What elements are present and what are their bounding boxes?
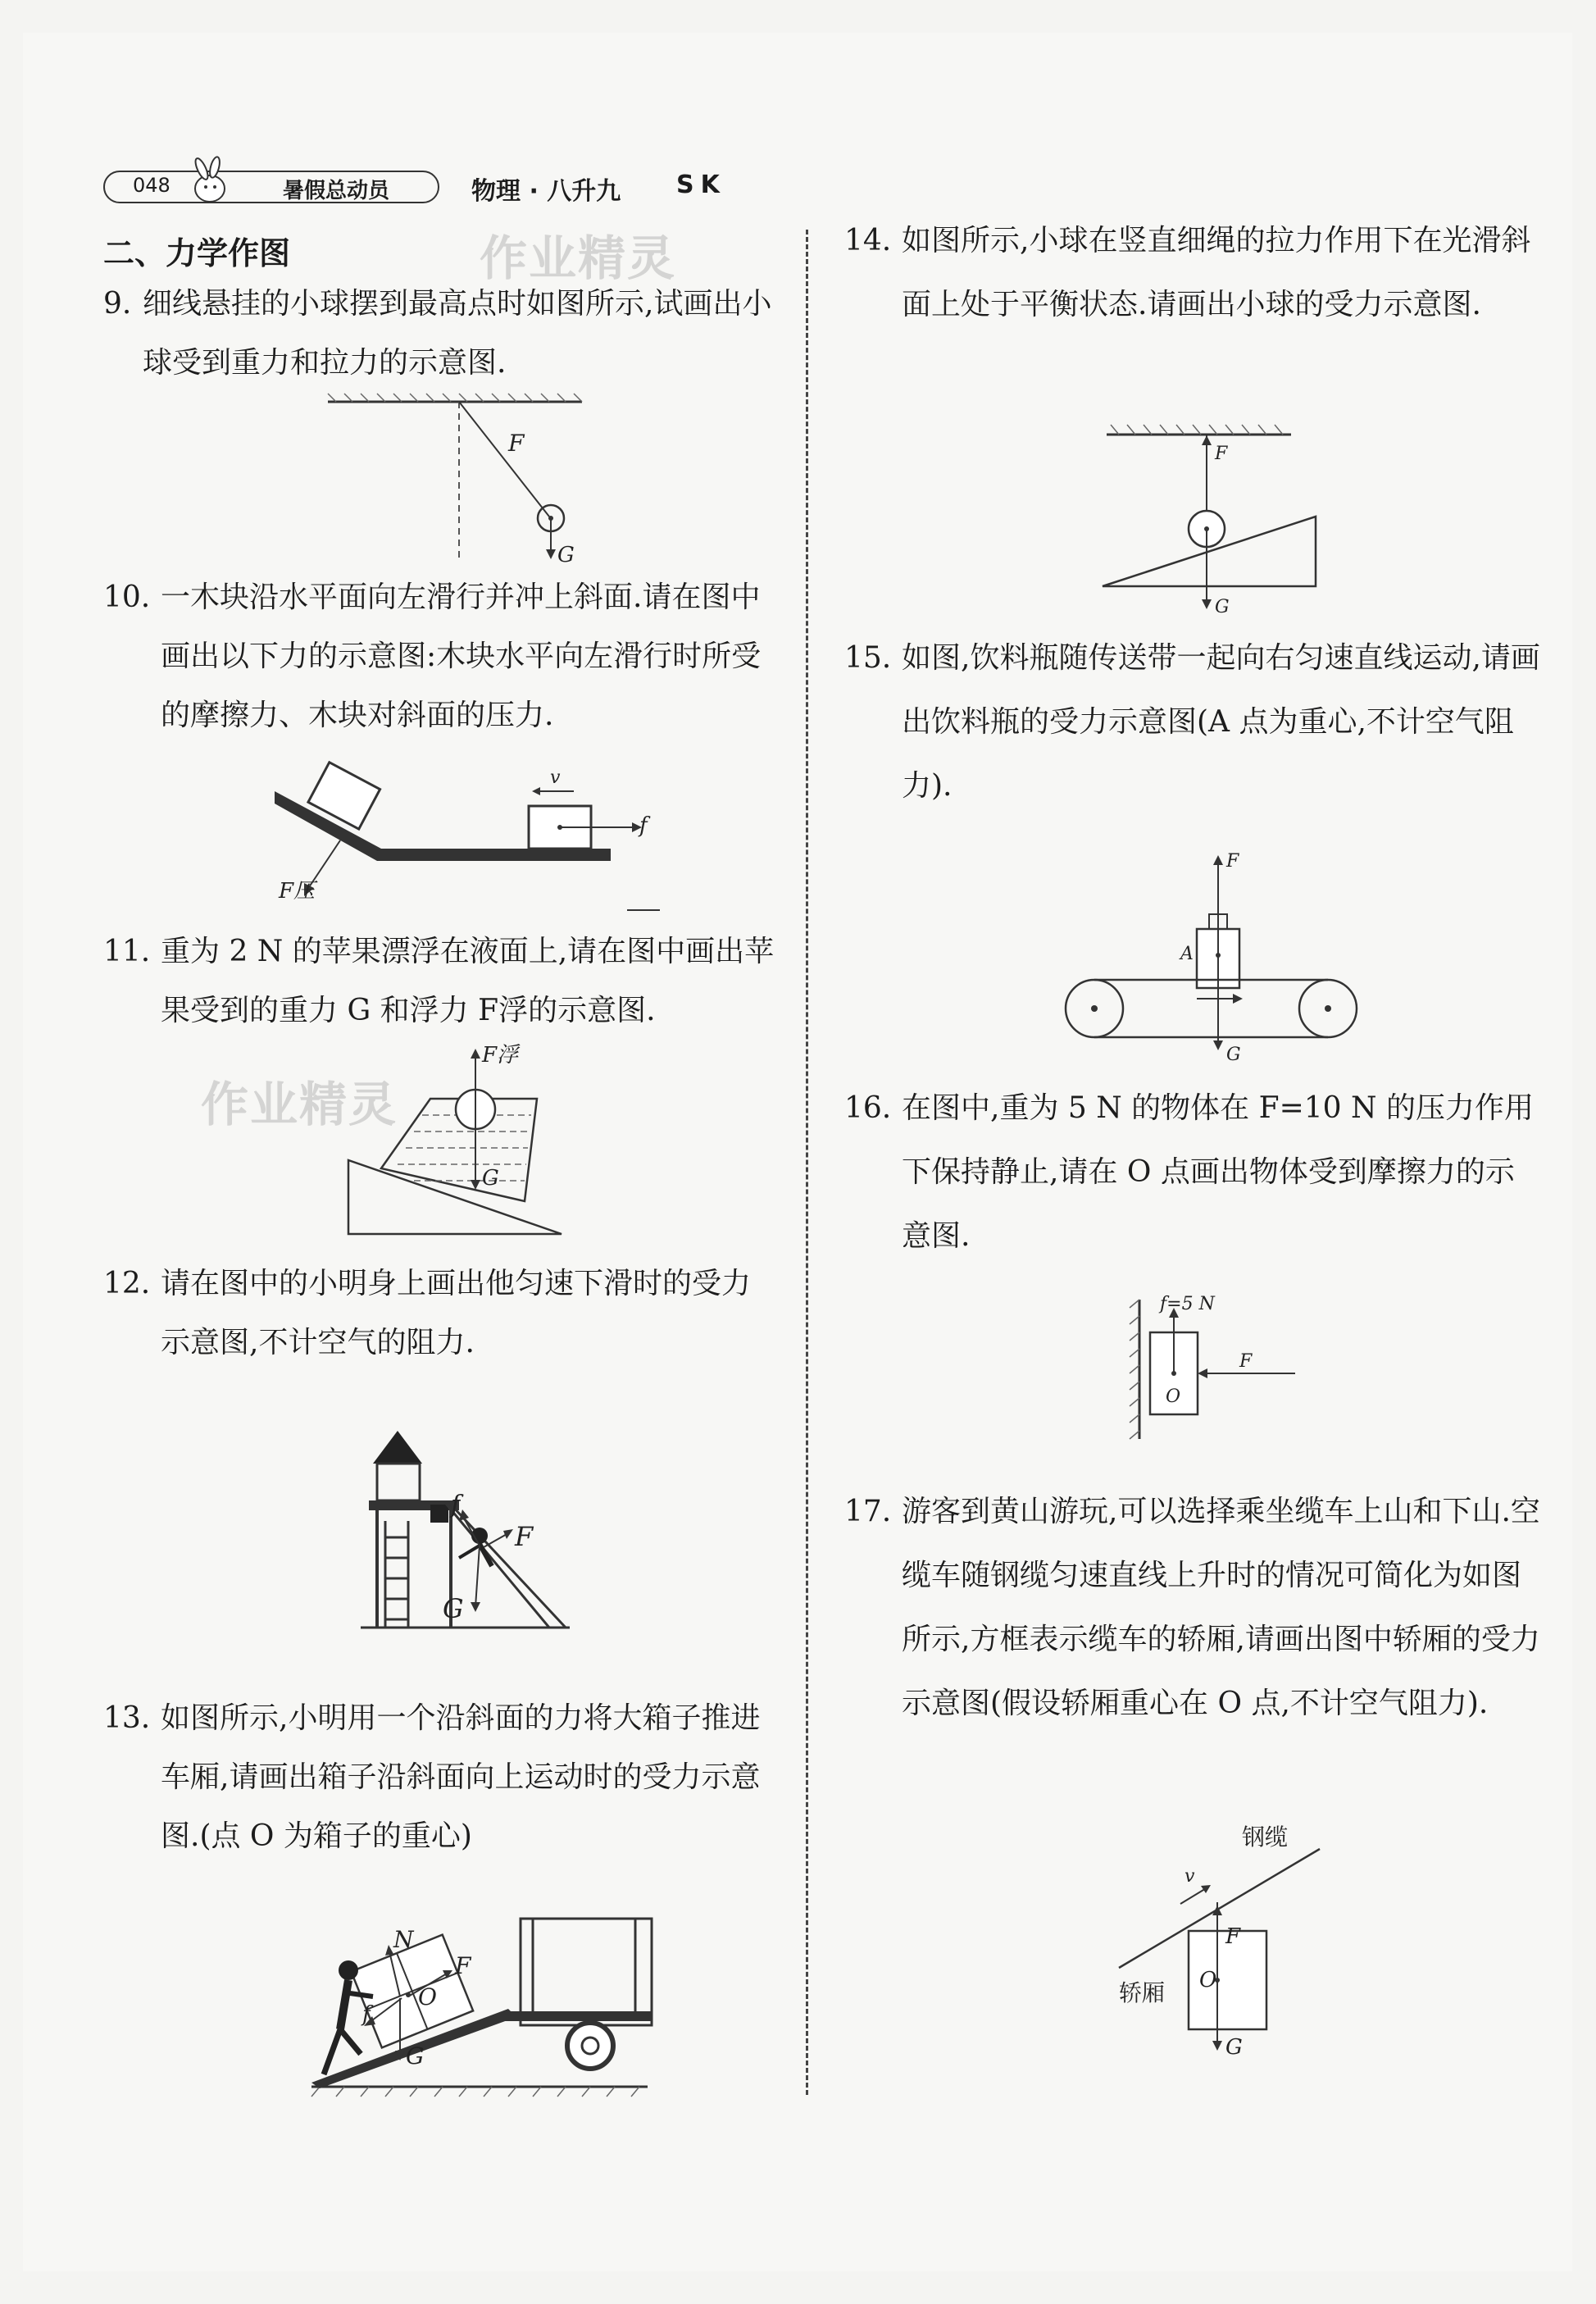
- question-number: 15.: [844, 641, 892, 675]
- friction-value-label: f=5 N: [1160, 1294, 1215, 1314]
- gravity-label: G: [482, 1166, 499, 1191]
- column-divider: [806, 230, 808, 2095]
- question-number: 17.: [844, 1495, 892, 1528]
- gravity-label: G: [1215, 597, 1230, 617]
- question-text: 在图中,重为 5 N 的物体在 F=10 N 的压力作用下保持静止,请在 O 点画出物体受到摩擦力的示意图.: [902, 1091, 1534, 1253]
- gravity-label: G: [406, 2042, 425, 2070]
- figure-12-slide: [361, 1423, 574, 1636]
- question-text: 细线悬挂的小球摆到最高点时如图所示,试画出小球受到重力和拉力的示意图.: [143, 287, 772, 380]
- friction-label: f: [639, 813, 648, 838]
- question-text: 重为 2 N 的苹果漂浮在液面上,请在图中画出苹果受到的重力 G 和浮力 F浮的示意图.: [161, 935, 775, 1027]
- subject-title: 物理 · 八升九: [471, 177, 621, 206]
- figure-11-floating-apple: [344, 1037, 574, 1242]
- rabbit-mascot-icon: [177, 157, 234, 207]
- gravity-label: G: [443, 1593, 464, 1624]
- question-text: 游客到黄山游玩,可以选择乘坐缆车上山和下山.空缆车随钢缆匀速直线上升时的情况可简化为如图所示,方框表示缆车的轿厢,请画出图中轿厢的受力示意图(假设轿厢重心在 O 点,不计空气阻力).: [902, 1495, 1540, 1720]
- question-number: 14.: [844, 224, 892, 257]
- gravity-label: G: [1226, 1045, 1241, 1065]
- question-text: 如图所示,小明用一个沿斜面的力将大箱子推进车厢,请画出箱子沿斜面向上运动时的受力示意图.(点 O 为箱子的重心): [161, 1701, 761, 1853]
- buoyancy-label: F浮: [482, 1043, 519, 1068]
- force-label-F: F: [515, 1521, 534, 1552]
- section-title: 二、力学作图: [103, 235, 291, 271]
- force-label-F: F: [508, 430, 525, 457]
- force-label-F: F: [455, 1952, 471, 1979]
- pressure-force-label: F压: [279, 879, 316, 904]
- friction-label: f: [362, 2002, 371, 2027]
- question-17: [844, 1480, 1541, 1736]
- force-label-G: G: [557, 543, 575, 567]
- figure-16-wall-block: [1127, 1291, 1324, 1447]
- cable-label: 钢缆: [1242, 1824, 1289, 1851]
- force-label-F: F: [1226, 851, 1239, 872]
- velocity-label: v: [1184, 1866, 1195, 1887]
- question-number: 11.: [103, 935, 151, 968]
- force-label-F: F: [1225, 1924, 1241, 1949]
- center-label-O: O: [1166, 1386, 1181, 1407]
- figure-9-pendulum: [320, 394, 607, 574]
- question-14: [844, 209, 1541, 337]
- question-number: 12.: [103, 1267, 151, 1300]
- question-text: 如图,饮料瓶随传送带一起向右匀速直线运动,请画出饮料瓶的受力示意图(A 点为重心,不计空气阻力).: [902, 641, 1540, 803]
- force-label-F: F: [1239, 1351, 1253, 1372]
- question-number: 16.: [844, 1091, 892, 1125]
- figure-17-cable-car: [1111, 1820, 1332, 2066]
- page-number: 048: [133, 174, 171, 197]
- friction-label: f: [451, 1491, 461, 1519]
- book-name: 暑假总动员: [283, 179, 390, 203]
- question-12: [103, 1254, 775, 1373]
- question-10: [103, 568, 775, 745]
- normal-force-label: N: [393, 1926, 414, 1953]
- question-number: 13.: [103, 1701, 151, 1735]
- figure-15-conveyor-bottle: [1057, 849, 1369, 1065]
- edition-code: SK: [676, 171, 726, 199]
- figure-14-ball-on-slope: [1098, 422, 1328, 619]
- question-number: 10.: [103, 581, 151, 614]
- cabin-label: 轿厢: [1119, 1979, 1166, 2006]
- question-text: 如图所示,小球在竖直细绳的拉力作用下在光滑斜面上处于平衡状态.请画出小球的受力示意图.: [902, 224, 1531, 321]
- figure-10-block-on-slope: [275, 767, 668, 914]
- watermark: 作业精灵: [480, 230, 677, 286]
- gravity-label: G: [1225, 2035, 1243, 2060]
- question-number: 9.: [103, 287, 132, 321]
- center-label-O: O: [418, 1983, 437, 2010]
- figure-13-box-ramp: [303, 1906, 656, 2103]
- question-text: 一木块沿水平面向左滑行并冲上斜面.请在图中画出以下力的示意图:木块水平向左滑行时所受的摩擦力、木块对斜面的压力.: [161, 581, 762, 732]
- question-11: [103, 922, 775, 1040]
- question-15: [844, 626, 1541, 818]
- question-16: [844, 1077, 1541, 1268]
- velocity-label: v: [550, 767, 561, 788]
- force-label-F: F: [1215, 444, 1228, 464]
- center-label-O: O: [1199, 1968, 1217, 1992]
- watermark: 作业精灵: [201, 1077, 398, 1132]
- question-9: [103, 275, 775, 393]
- question-13: [103, 1689, 775, 1866]
- question-text: 请在图中的小明身上画出他匀速下滑时的受力示意图,不计空气的阻力.: [161, 1267, 752, 1359]
- center-label-A: A: [1180, 944, 1194, 964]
